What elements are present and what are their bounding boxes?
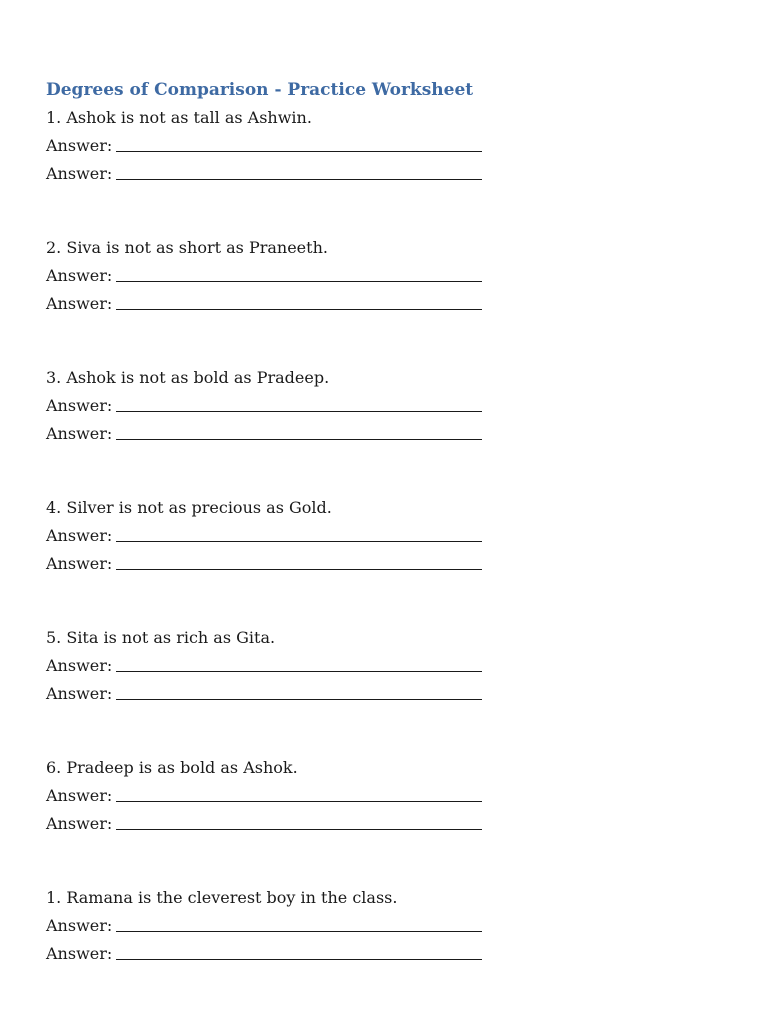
answer-label: Answer: [46,916,113,935]
answer-row [46,262,726,290]
answer-blank[interactable] [116,421,482,440]
question-block [46,494,726,578]
worksheet-title: Degrees of Comparison - Practice Worksheet [46,80,474,100]
question-text: 1. Ramana is the cleverest boy in the class. [46,888,398,907]
answer-row [46,652,726,680]
answer-blank[interactable] [116,393,482,412]
answer-row [46,132,726,160]
answer-row [46,160,726,188]
question-text: 2. Siva is not as short as Praneeth. [46,238,328,257]
answer-blank[interactable] [116,653,482,672]
answer-label: Answer: [46,266,113,285]
answer-row [46,420,726,448]
question-text: 4. Silver is not as precious as Gold. [46,498,332,517]
question-block [46,104,726,188]
answer-blank[interactable] [116,523,482,542]
question-text: 5. Sita is not as rich as Gita. [46,628,276,647]
answer-row [46,782,726,810]
answer-row [46,912,726,940]
question-block [46,754,726,838]
answer-row [46,522,726,550]
question-block [46,884,726,968]
answer-blank[interactable] [116,913,482,932]
answer-label: Answer: [46,294,113,313]
question-text: 1. Ashok is not as tall as Ashwin. [46,108,312,127]
answer-blank[interactable] [116,291,482,310]
question-text: 3. Ashok is not as bold as Pradeep. [46,368,330,387]
answer-label: Answer: [46,814,113,833]
answer-label: Answer: [46,164,113,183]
answer-label: Answer: [46,554,113,573]
question-text: 6. Pradeep is as bold as Ashok. [46,758,298,777]
answer-label: Answer: [46,424,113,443]
answer-label: Answer: [46,786,113,805]
worksheet-page [46,76,726,968]
answer-row [46,290,726,318]
answer-blank[interactable] [116,783,482,802]
answer-blank[interactable] [116,551,482,570]
question-block [46,234,726,318]
answer-blank[interactable] [116,263,482,282]
answer-label: Answer: [46,396,113,415]
question-block [46,624,726,708]
answer-blank[interactable] [116,161,482,180]
answer-label: Answer: [46,526,113,545]
answer-blank[interactable] [116,811,482,830]
answer-row [46,680,726,708]
answer-label: Answer: [46,944,113,963]
answer-label: Answer: [46,684,113,703]
answer-blank[interactable] [116,133,482,152]
answer-row [46,550,726,578]
question-block [46,364,726,448]
answer-label: Answer: [46,656,113,675]
answer-blank[interactable] [116,681,482,700]
answer-row [46,810,726,838]
answer-row [46,392,726,420]
answer-row [46,940,726,968]
answer-label: Answer: [46,136,113,155]
answer-blank[interactable] [116,941,482,960]
